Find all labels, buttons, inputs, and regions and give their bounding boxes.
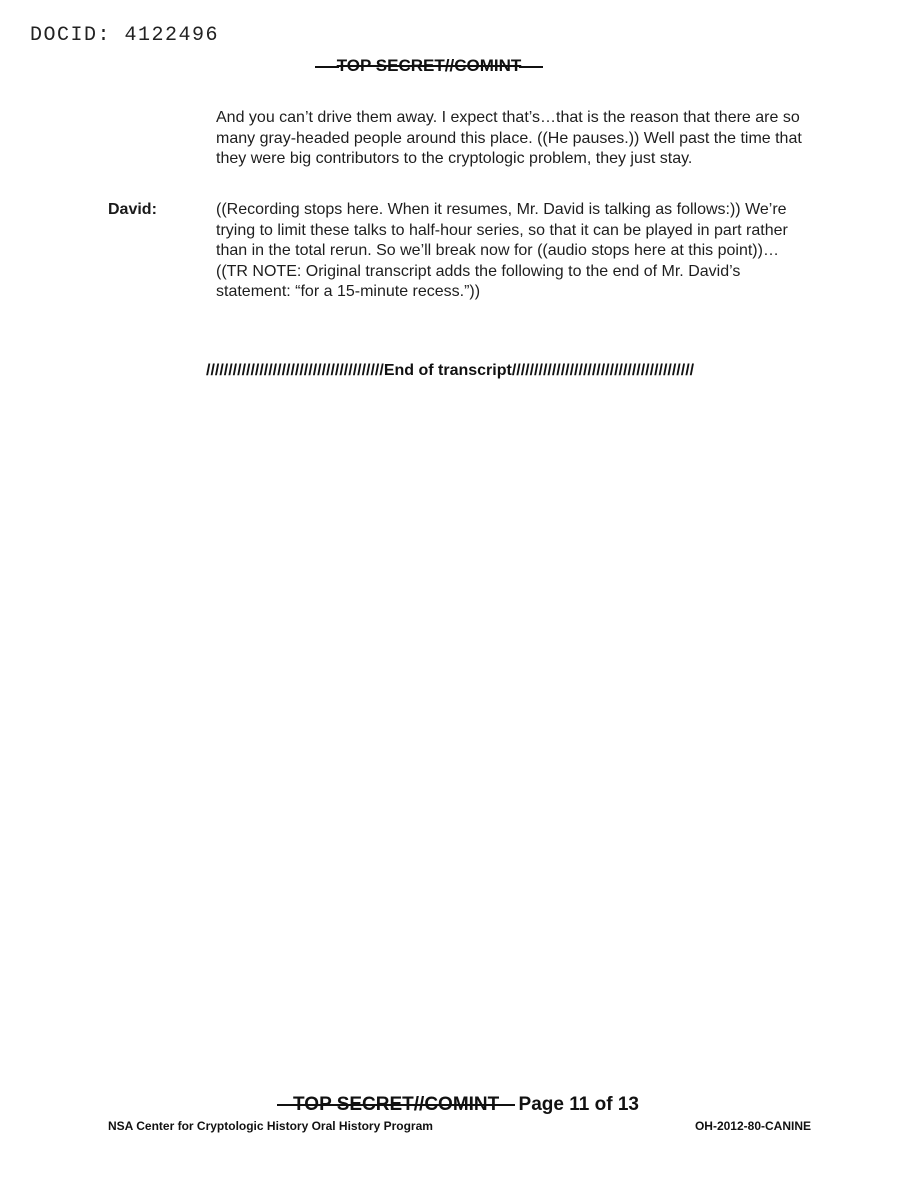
footer-strike-rule-right: [497, 1104, 515, 1106]
document-id: DOCID: 4122496: [30, 24, 220, 47]
strike-rule-right: [519, 66, 543, 68]
end-of-transcript-marker: ////////////////////////////////////////End of transcript/////////////////////////////////////////: [206, 362, 695, 379]
speaker-statement: ((Recording stops here. When it resumes, Mr. David is talking as follows:)) We’re trying to limit these talks to half-hour series, so that it can be played in part rather than in the total rerun. So we’ll break now for ((audio stops here at this point))… ((TR NOTE: Original transcript adds the following to the end of Mr. David’s statement: “for a 15-minute recess.”)): [216, 201, 788, 300]
strike-rule-left: [315, 66, 339, 68]
footer-classification-line: [0, 1094, 918, 1116]
footer-program-name: NSA Center for Cryptologic History Oral History Program: [108, 1119, 433, 1133]
classification-header: [0, 56, 858, 76]
footer-classification-text: TOP SECRET//COMINT: [293, 1094, 500, 1115]
page-number: Page 11 of 13: [518, 1094, 639, 1115]
transcript-continuation-paragraph: And you can’t drive them away. I expect that’s…that is the reason that there are so many gray-headed people around this place. ((He pauses.)) Well past the time that they were big contributors to the cryptologic problem, they just stay.: [216, 109, 802, 167]
speaker-label: David:: [108, 201, 157, 218]
footer-classification: [279, 1094, 513, 1115]
footer-document-number: OH-2012-80-CANINE: [694, 1119, 811, 1133]
classification-header-text: TOP SECRET//COMINT: [336, 56, 522, 75]
